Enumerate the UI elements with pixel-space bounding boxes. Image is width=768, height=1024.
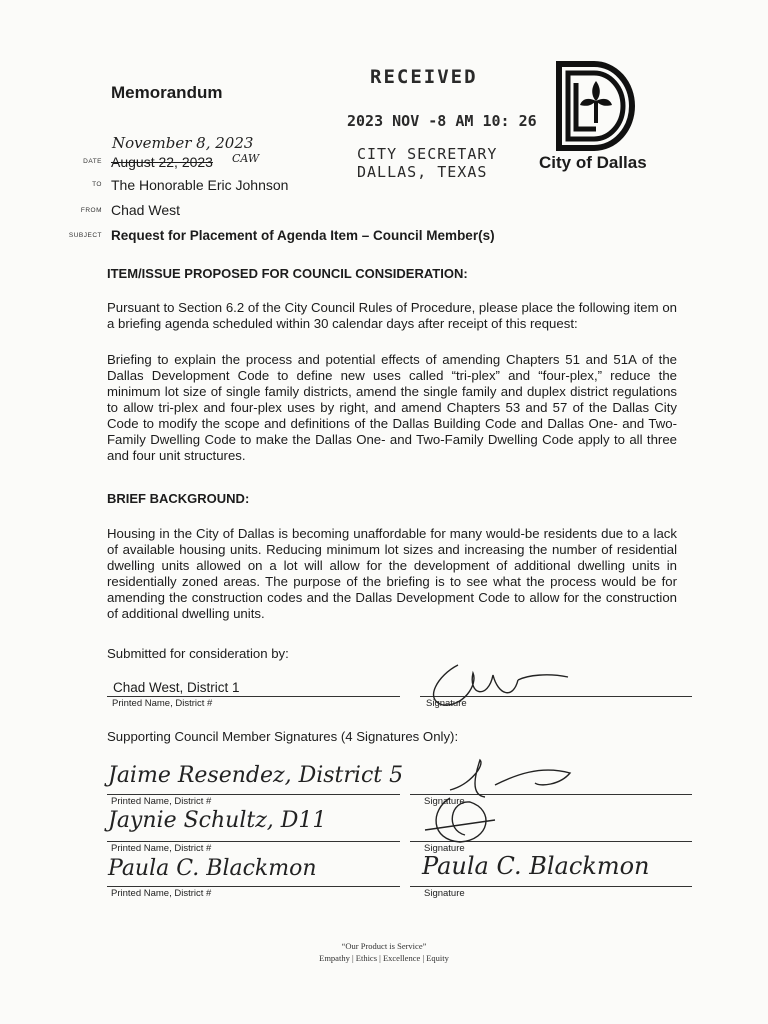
memorandum-title: Memorandum <box>111 83 223 102</box>
submitter-signature <box>418 655 578 715</box>
signature-label: Signature <box>426 698 467 709</box>
supporter-2-signature <box>420 790 510 850</box>
footer-motto: “Our Product is Service” <box>341 941 427 951</box>
to-label: TO <box>92 181 102 188</box>
paragraph-briefing: Briefing to explain the process and potential effects of amending Chapters 51 and 51A of the Dallas Development Code to define new uses called “tri-plex” and “four-plex,” reduce the minimum lot size of single family districts, amend the single family and duplex district regulations to allow tri-plex and four-plex uses by right, and amend Chapters 53 and 57 of the Dallas City Code to modify the scope and definitions of the Dallas Building Code and Dallas One- and Two-Family Dwelling Code to make the Dallas One- and Two-Family Dwelling Code apply to all three and four unit structures. <box>107 352 677 463</box>
footer-values: Empathy | Ethics | Excellence | Equity <box>319 953 449 963</box>
supporter-3-printed-name: Paula C. Blackmon <box>108 856 317 881</box>
supporter-2-printed-name: Jaynie Schultz, D11 <box>108 808 327 833</box>
submitted-label: Submitted for consideration by: <box>107 646 289 661</box>
submitter-name-line <box>107 696 400 697</box>
paragraph-background: Housing in the City of Dallas is becoming unaffordable for many would-be residents due to a lack of available housing units. Reducing minimum lot sizes and increasing the number of residential dwelling units allowed on a lot will allow for the development of additional dwelling units in residentially zoned areas. The purpose of the briefing is to see what the process would be for amending the construction codes and the Dallas Development Code to allow for the construction of additional dwelling units. <box>107 526 677 621</box>
submitter-name: Chad West, District 1 <box>113 680 240 695</box>
to-value: The Honorable Eric Johnson <box>111 177 289 193</box>
item-issue-heading: ITEM/ISSUE PROPOSED FOR COUNCIL CONSIDERATION: <box>107 266 468 281</box>
from-value: Chad West <box>111 202 180 218</box>
received-stamp-datetime: 2023 NOV -8 AM 10: 26 <box>347 112 537 130</box>
signature-label: Signature <box>424 888 465 899</box>
supporter-2-name-line <box>107 841 400 842</box>
printed-name-label: Printed Name, District # <box>112 698 213 709</box>
subject-value: Request for Placement of Agenda Item – Council Member(s) <box>111 228 495 243</box>
supporter-1-printed-name: Jaime Resendez, District 5 <box>108 763 404 788</box>
city-name: City of Dallas <box>539 153 647 172</box>
paragraph-request: Pursuant to Section 6.2 of the City Council Rules of Procedure, please place the following item on a briefing agenda scheduled within 30 calendar days after receipt of this request: <box>107 300 677 331</box>
printed-name-label: Printed Name, District # <box>111 843 212 854</box>
supporter-3-signature: Paula C. Blackmon <box>422 852 650 880</box>
signature-label: Signature <box>424 843 465 854</box>
from-label: FROM <box>80 207 102 214</box>
received-stamp-city: DALLAS, TEXAS <box>357 163 488 181</box>
received-stamp: RECEIVED <box>370 66 478 88</box>
date-value-struck: August 22, 2023 <box>111 154 213 170</box>
city-of-dallas-logo-icon <box>556 61 636 151</box>
printed-name-label: Printed Name, District # <box>111 888 212 899</box>
date-label: DATE <box>83 158 102 165</box>
printed-name-label: Printed Name, District # <box>111 796 212 807</box>
received-stamp-office: CITY SECRETARY <box>357 145 498 163</box>
subject-label: SUBJECT <box>68 232 102 239</box>
supporter-3-signature-line <box>410 886 692 887</box>
handwritten-date: November 8, 2023 <box>112 134 254 152</box>
date-initials: CAW <box>232 152 260 165</box>
brief-background-heading: BRIEF BACKGROUND: <box>107 491 250 506</box>
supporter-1-name-line <box>107 794 400 795</box>
supporting-heading: Supporting Council Member Signatures (4 Signatures Only): <box>107 729 459 744</box>
signature-label: Signature <box>424 796 465 807</box>
supporter-3-name-line <box>107 886 400 887</box>
